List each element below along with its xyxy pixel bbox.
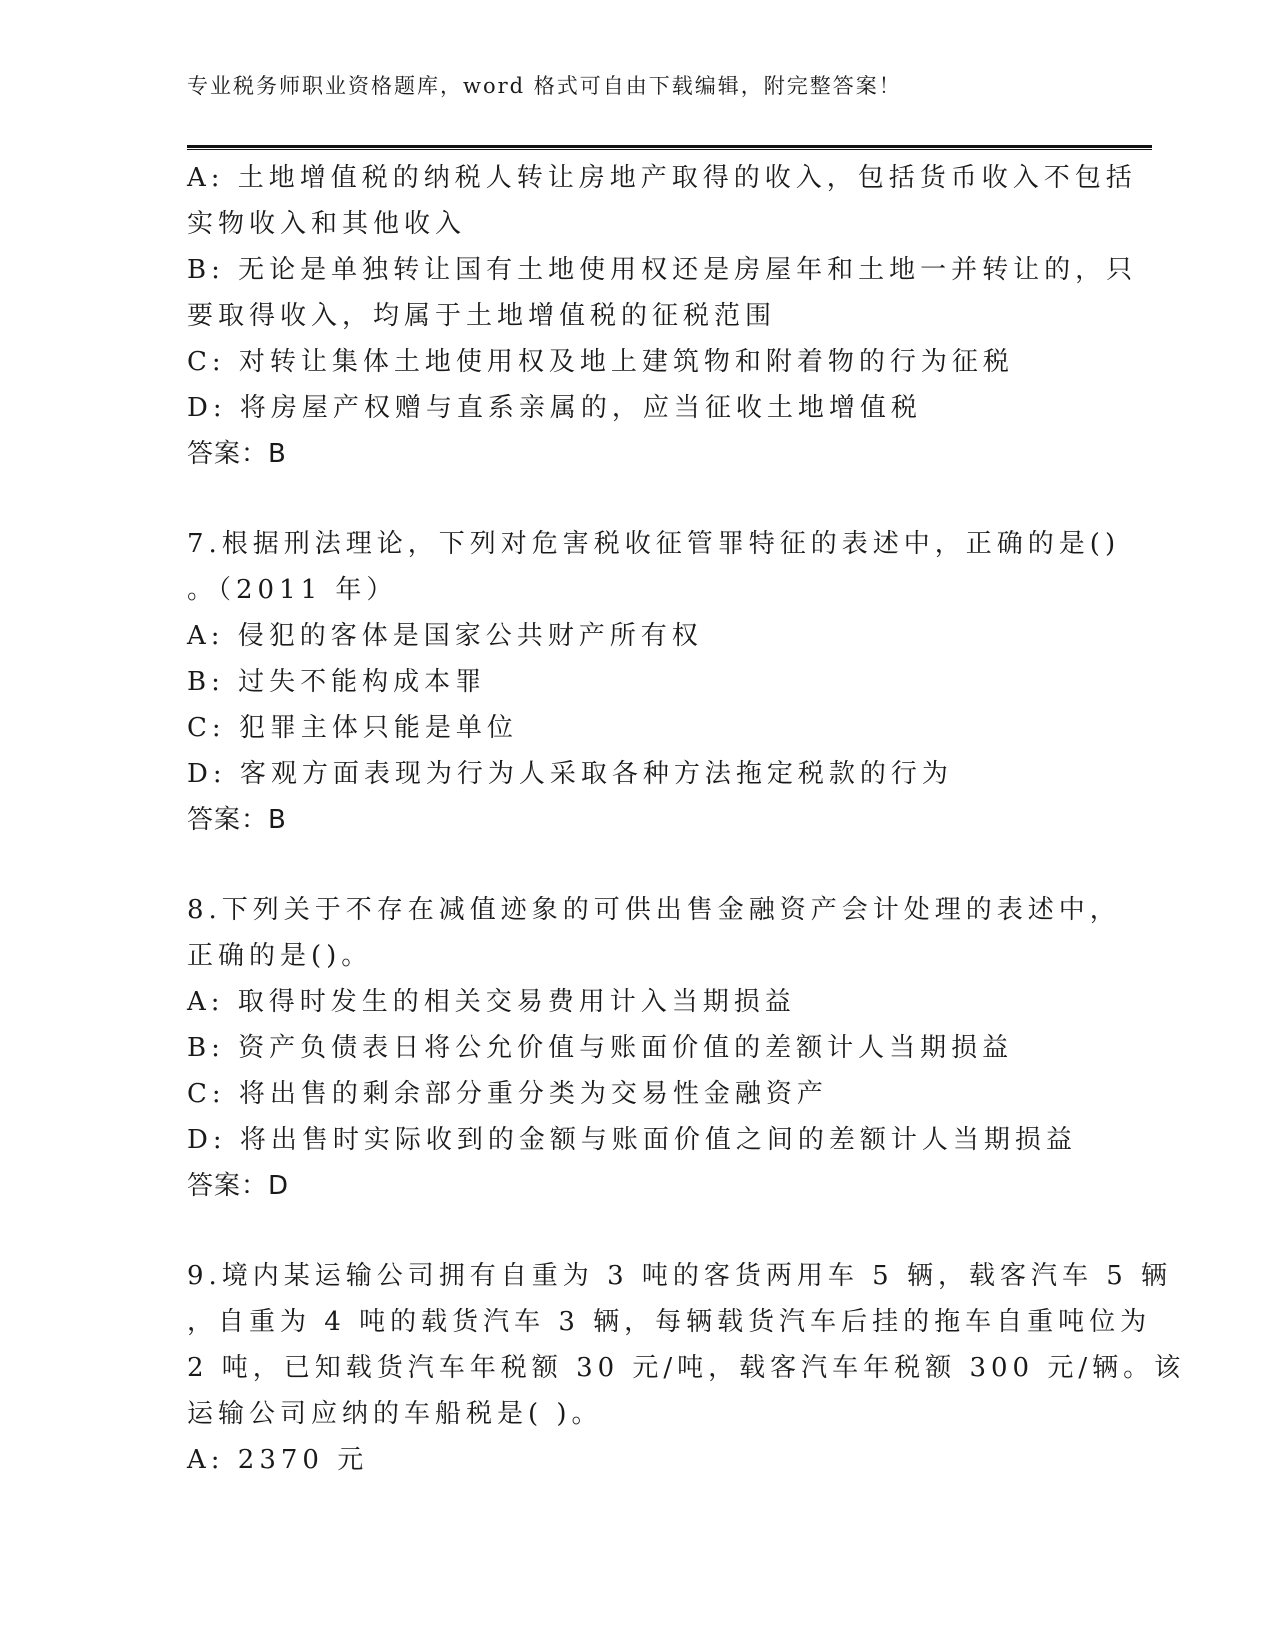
option-a: A: 2370 元 xyxy=(187,1445,369,1475)
text-line: A: 土地增值税的纳税人转让房地产取得的收入，包括货币收入不包括 xyxy=(187,163,1137,193)
option-d: D: 将出售时实际收到的金额与账面价值之间的差额计人当期损益 xyxy=(187,1125,1077,1155)
text-line: D: 将房屋产权赠与直系亲属的，应当征收土地增值税 xyxy=(187,393,922,423)
option-d: D: 客观方面表现为行为人采取各种方法拖定税款的行为 xyxy=(187,759,953,789)
answer-line: 答案：B xyxy=(187,805,287,835)
question-stem: 8.下列关于不存在减值迹象的可供出售金融资产会计处理的表述中， xyxy=(187,895,1121,925)
text-line: 要取得收入，均属于土地增值税的征税范围 xyxy=(187,301,777,331)
question-block-7 xyxy=(187,521,1121,843)
page-header: 专业税务师职业资格题库，word 格式可自由下载编辑，附完整答案！ xyxy=(187,74,902,98)
option-a: A: 侵犯的客体是国家公共财产所有权 xyxy=(187,621,703,651)
option-c: C: 犯罪主体只能是单位 xyxy=(187,713,518,743)
header-divider xyxy=(187,145,1152,150)
option-c: C: 将出售的剩余部分重分类为交易性金融资产 xyxy=(187,1079,828,1109)
text-line: B: 无论是单独转让国有土地使用权还是房屋年和土地一并转让的，只 xyxy=(187,255,1138,285)
question-stem: 9.境内某运输公司拥有自重为 3 吨的客货两用车 5 辆，载客汽车 5 辆 xyxy=(187,1261,1173,1291)
question-stem: 2 吨，已知载货汽车年税额 30 元/吨，载客汽车年税额 300 元/辆。该 xyxy=(187,1353,1186,1383)
question-block-6 xyxy=(187,155,1138,477)
question-block-8 xyxy=(187,887,1121,1209)
question-stem: 。（2011 年） xyxy=(187,575,398,605)
question-block-9 xyxy=(187,1253,1186,1483)
option-a: A: 取得时发生的相关交易费用计入当期损益 xyxy=(187,987,796,1017)
answer-line: 答案：B xyxy=(187,439,287,469)
block-spacer xyxy=(187,477,1087,521)
question-stem: 运输公司应纳的车船税是( )。 xyxy=(187,1399,603,1429)
question-stem: ，自重为 4 吨的载货汽车 3 辆，每辆载货汽车后挂的拖车自重吨位为 xyxy=(187,1307,1152,1337)
question-stem: 7.根据刑法理论，下列对危害税收征管罪特征的表述中，正确的是() xyxy=(187,529,1121,559)
block-spacer xyxy=(187,1209,1087,1253)
text-line: 实物收入和其他收入 xyxy=(187,209,467,239)
text-line: C: 对转让集体土地使用权及地上建筑物和附着物的行为征税 xyxy=(187,347,1014,377)
question-stem: 正确的是()。 xyxy=(187,941,373,971)
document-body xyxy=(187,155,1186,1483)
option-b: B: 过失不能构成本罪 xyxy=(187,667,487,697)
option-b: B: 资产负债表日将公允价值与账面价值的差额计人当期损益 xyxy=(187,1033,1014,1063)
block-spacer xyxy=(187,843,1087,887)
answer-line: 答案：D xyxy=(187,1171,290,1201)
